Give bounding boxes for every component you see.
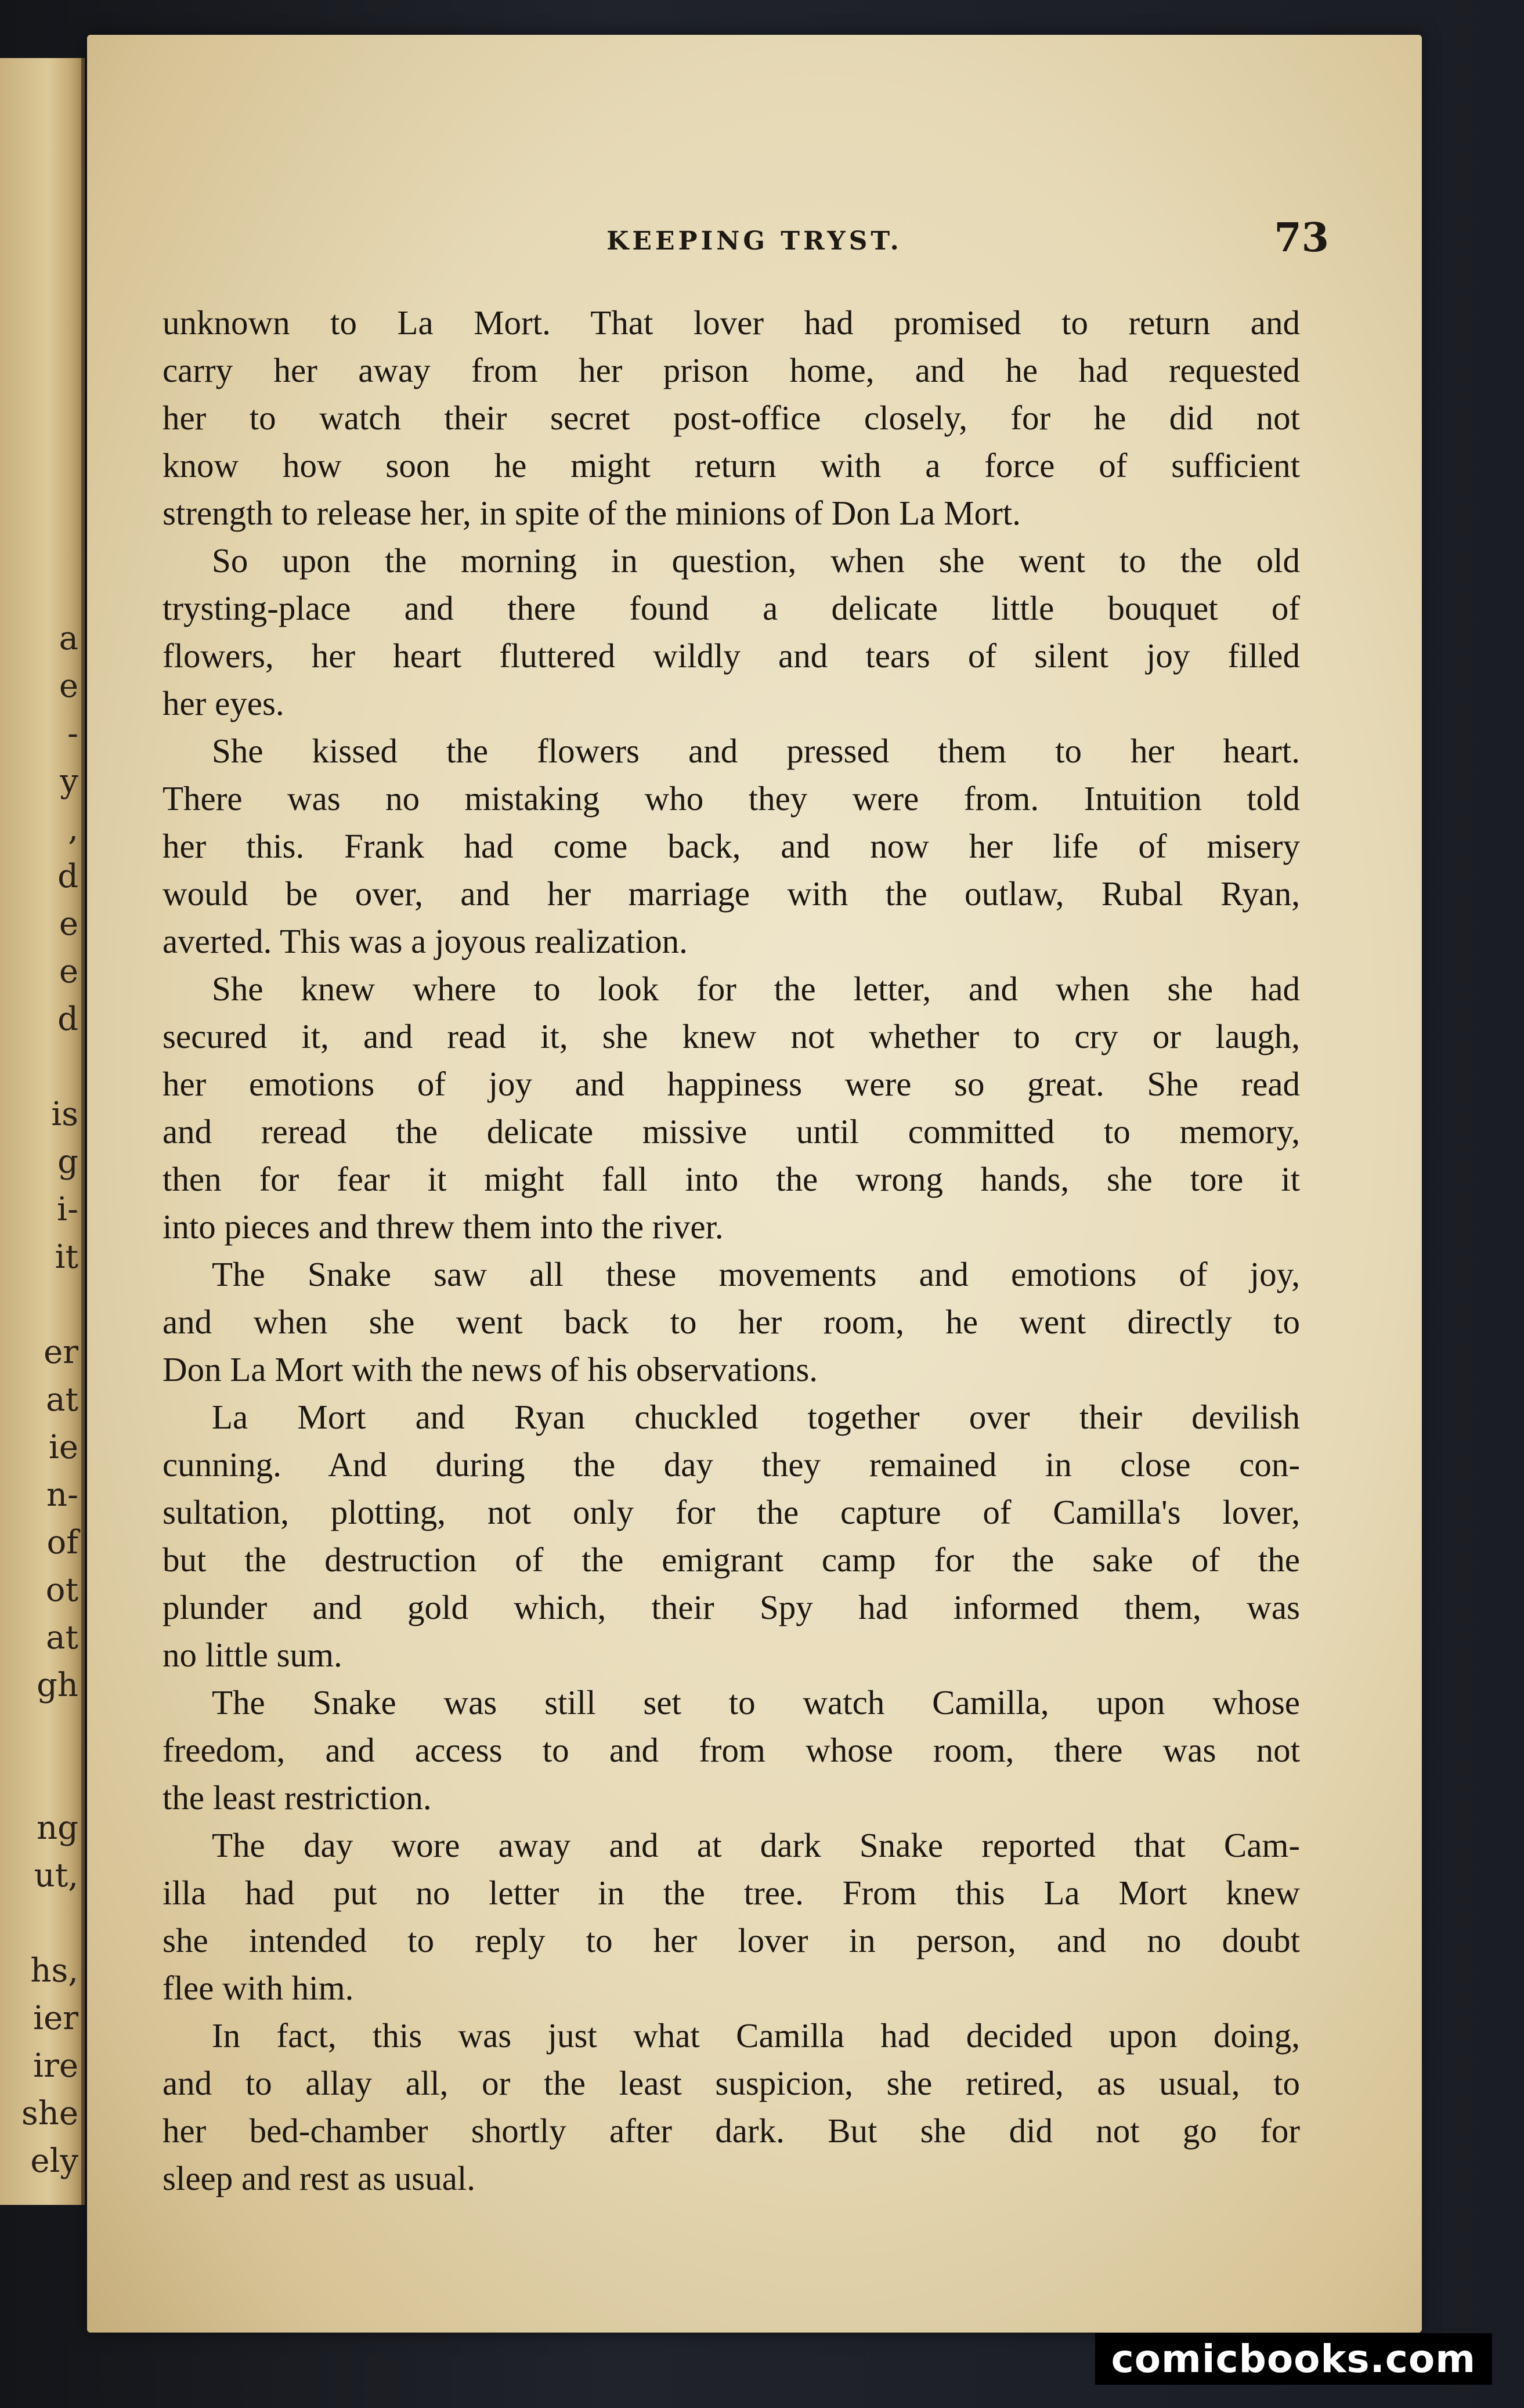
- text-line: and reread the delicate missive until committed to memory,: [162, 1112, 1300, 1151]
- paragraph: [162, 2012, 1300, 2202]
- book-page: [87, 35, 1422, 2333]
- previous-page-fragment: [6, 1709, 78, 1757]
- previous-page-fragment: [6, 1757, 78, 1805]
- previous-page-fragment: she: [21, 2095, 78, 2132]
- text-line: She knew where to look for the letter, and when she had: [212, 970, 1300, 1008]
- previous-page-fragment: ut,: [34, 1857, 78, 1894]
- previous-page-fragment: -: [67, 715, 78, 753]
- text-line: the least restriction.: [162, 1778, 432, 1817]
- previous-page-fragment: ier: [33, 2000, 78, 2037]
- previous-page-fragment: d: [57, 858, 78, 895]
- text-line: So upon the morning in question, when she went to the old: [212, 541, 1300, 580]
- text-line: carry her away from her prison home, and he had requested: [162, 351, 1300, 389]
- previous-page-edge: [0, 58, 85, 2205]
- previous-page-fragment: of: [46, 1524, 78, 1561]
- text-line: into pieces and threw them into the river.: [162, 1207, 724, 1246]
- previous-page-text-fragments: [6, 615, 78, 2185]
- previous-page-fragment: ie: [48, 1429, 78, 1466]
- previous-page-fragment: er: [44, 1333, 78, 1371]
- previous-page-fragment: hs,: [30, 1952, 78, 1990]
- text-line: In fact, this was just what Camilla had decided upon doing,: [212, 2016, 1300, 2055]
- text-line: and to allay all, or the least suspicion, she retired, as usual, to: [162, 2064, 1300, 2102]
- previous-page-fragment: ng: [37, 1809, 78, 1847]
- text-line: no little sum.: [162, 1636, 342, 1674]
- running-title: KEEPING TRYST.: [606, 226, 902, 256]
- text-line: her bed-chamber shortly after dark. But she did not go for: [162, 2111, 1300, 2150]
- text-line: Don La Mort with the news of his observations.: [162, 1350, 818, 1389]
- text-line: There was no mistaking who they were from. Intuition told: [162, 779, 1300, 818]
- previous-page-fragment: a: [59, 620, 78, 657]
- previous-page-fragment: e: [59, 905, 78, 943]
- page-number: 73: [1274, 215, 1329, 261]
- previous-page-fragment: [6, 1043, 78, 1091]
- paragraph: [162, 299, 1300, 537]
- watermark: comicbooks.com: [1095, 2333, 1492, 2385]
- previous-page-fragment: ot: [45, 1571, 78, 1609]
- text-line: know how soon he might return with a force of sufficient: [162, 446, 1300, 485]
- text-line: her eyes.: [162, 684, 284, 722]
- text-line: The day wore away and at dark Snake reported that Cam-: [212, 1826, 1300, 1864]
- previous-page-fragment: i-: [57, 1191, 78, 1228]
- text-line: cunning. And during the day they remained in close con-: [162, 1445, 1300, 1484]
- previous-page-fragment: [6, 1281, 78, 1329]
- text-line: The Snake saw all these movements and emotions of joy,: [212, 1255, 1300, 1293]
- previous-page-fragment: at: [46, 1619, 78, 1657]
- page-header: [87, 215, 1422, 273]
- text-line: flee with him.: [162, 1969, 354, 2007]
- paragraph: [162, 537, 1300, 727]
- text-line: illa had put no letter in the tree. From this La Mort knew: [162, 1874, 1300, 1912]
- paragraph: [162, 965, 1300, 1250]
- text-line: her to watch their secret post-office closely, for he did not: [162, 399, 1300, 437]
- paragraph: [162, 1250, 1300, 1393]
- paragraph: [162, 1821, 1300, 2012]
- text-line: She kissed the flowers and pressed them to her heart.: [212, 732, 1300, 770]
- text-line: unknown to La Mort. That lover had promised to return and: [162, 303, 1300, 342]
- previous-page-fragment: e: [59, 667, 78, 705]
- text-line: freedom, and access to and from whose room, there was not: [162, 1731, 1300, 1769]
- text-line: her this. Frank had come back, and now her life of misery: [162, 827, 1300, 865]
- previous-page-fragment: ely: [30, 2142, 78, 2180]
- previous-page-fragment: [6, 1900, 78, 1947]
- paragraph: [162, 1393, 1300, 1679]
- text-line: sultation, plotting, not only for the capture of Camilla's lover,: [162, 1493, 1300, 1531]
- body-text: [162, 299, 1300, 2202]
- previous-page-fragment: g: [57, 1143, 78, 1181]
- previous-page-fragment: d: [57, 1000, 78, 1038]
- previous-page-fragment: at: [46, 1381, 78, 1419]
- previous-page-fragment: ire: [33, 2047, 78, 2085]
- text-line: secured it, and read it, she knew not whether to cry or laugh,: [162, 1017, 1300, 1055]
- text-line: she intended to reply to her lover in person, and no doubt: [162, 1921, 1300, 1959]
- text-line: averted. This was a joyous realization.: [162, 922, 688, 960]
- text-line: sleep and rest as usual.: [162, 2159, 476, 2197]
- text-line: The Snake was still set to watch Camilla, upon whose: [212, 1683, 1300, 1722]
- text-line: plunder and gold which, their Spy had informed them, was: [162, 1588, 1300, 1626]
- text-line: strength to release her, in spite of the minions of Don La Mort.: [162, 494, 1021, 532]
- text-line: her emotions of joy and happiness were so great. She read: [162, 1065, 1300, 1103]
- previous-page-fragment: n-: [46, 1476, 78, 1514]
- previous-page-fragment: it: [55, 1238, 78, 1276]
- text-line: flowers, her heart fluttered wildly and tears of silent joy filled: [162, 637, 1300, 675]
- paragraph: [162, 727, 1300, 965]
- previous-page-fragment: e: [59, 953, 78, 990]
- text-line: trysting-place and there found a delicate little bouquet of: [162, 589, 1300, 627]
- text-line: would be over, and her marriage with the outlaw, Rubal Ryan,: [162, 874, 1300, 913]
- previous-page-fragment: y: [60, 762, 78, 800]
- text-line: La Mort and Ryan chuckled together over their devilish: [212, 1398, 1300, 1436]
- text-line: but the destruction of the emigrant camp for the sake of the: [162, 1541, 1300, 1579]
- paragraph: [162, 1679, 1300, 1821]
- previous-page-fragment: ,: [68, 810, 78, 848]
- previous-page-fragment: gh: [37, 1666, 78, 1704]
- previous-page-fragment: is: [51, 1095, 78, 1133]
- text-line: then for fear it might fall into the wrong hands, she tore it: [162, 1160, 1300, 1198]
- text-line: and when she went back to her room, he went directly to: [162, 1303, 1300, 1341]
